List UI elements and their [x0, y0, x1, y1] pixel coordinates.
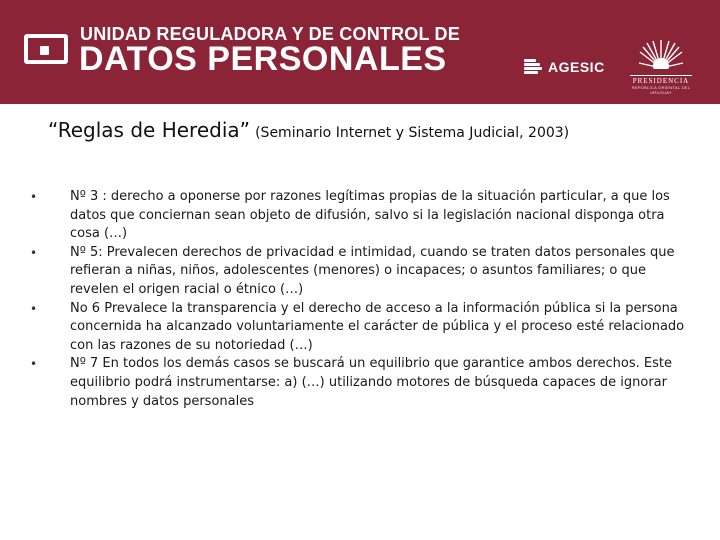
list-item	[30, 300, 690, 356]
org-name-line1: UNIDAD REGULADORA Y DE CONTROL DE	[80, 24, 460, 44]
agesic-logo	[524, 58, 605, 76]
slide-title	[48, 118, 569, 142]
sun-emblem-icon	[638, 38, 684, 74]
slide-title-sub: (Seminario Internet y Sistema Judicial, 2003)	[255, 125, 570, 141]
bullet-text: Nº 3 : derecho a oponerse por razones legítimas propias de la situación particular, a que los datos que conciernan sean objeto de difusión, salvo si la legislación nacional disponga otra cosa (…)	[70, 189, 670, 242]
presidencia-sublabel: REPÚBLICA ORIENTAL DEL URUGUAY	[631, 85, 691, 95]
list-item	[30, 188, 690, 244]
bullet-text: No 6 Prevalece la transparencia y el derecho de acceso a la información pública si la persona concernida ha alcanzado voluntariamente el carácter de pública y el proceso esté relacionado con las razones de su notoriedad (…)	[70, 300, 685, 353]
header-banner	[0, 0, 720, 104]
urcdp-logo-icon	[24, 34, 68, 64]
agesic-icon	[524, 58, 542, 76]
list-item	[30, 355, 690, 411]
presidencia-logo	[630, 38, 692, 95]
bullet-list	[30, 188, 690, 411]
slide-title-main: “Reglas de Heredia”	[48, 118, 250, 142]
bullet-text: Nº 5: Prevalecen derechos de privacidad e intimidad, cuando se traten datos personales que refieran a niñas, niños, adolescentes (menores) o incapaces; o asuntos familiares; o que revelen el origen racial o étnico (…)	[70, 244, 675, 297]
bullet-text: Nº 7 En todos los demás casos se buscará un equilibrio que garantice ambos derechos. Este equilibrio podrá instrumentarse: a) (…) utilizando motores de búsqueda capaces de ignorar nombres y datos personales	[70, 356, 672, 409]
bullet-marker: •	[30, 190, 38, 204]
org-name-line2: DATOS PERSONALES	[79, 40, 447, 78]
list-item	[30, 244, 690, 300]
bullet-marker: •	[30, 245, 38, 260]
bullet-marker: •	[30, 301, 38, 316]
bullet-marker: •	[30, 357, 38, 372]
agesic-label: AGESIC	[548, 59, 605, 75]
presidencia-label: PRESIDENCIA	[630, 75, 692, 85]
